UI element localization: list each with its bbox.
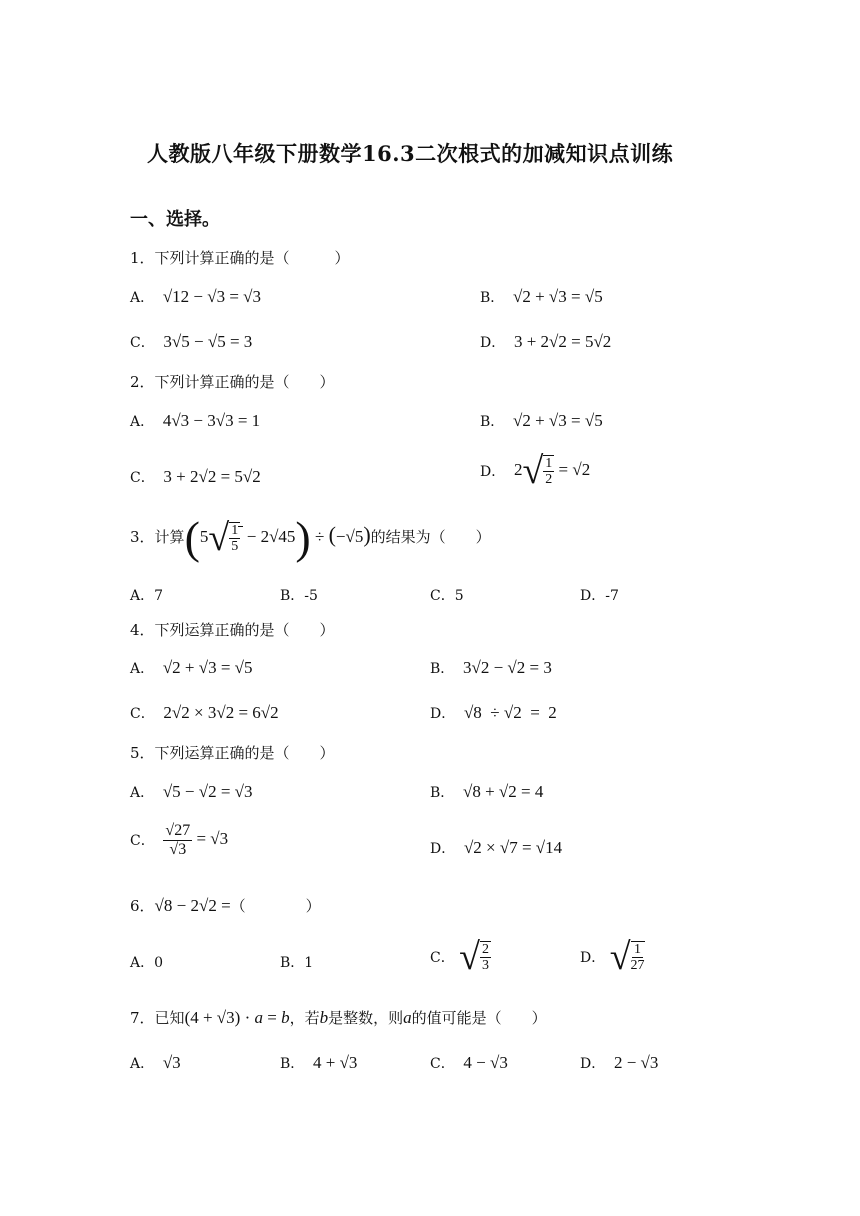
option-label: C．: [430, 588, 455, 604]
var-b: b: [319, 1008, 329, 1027]
q5-b-expr: √8 + √2 = 4: [458, 782, 544, 801]
q7-b-expr: 4 + √3: [308, 1053, 358, 1072]
q1-d-expr: 3 + 2√2 = 5√2: [509, 332, 612, 351]
q7-d-expr: 2 − √3: [609, 1053, 659, 1072]
q4-b-expr: 3√2 − √2 = 3: [458, 658, 552, 677]
option-label: D．: [480, 335, 506, 351]
q1-option-c[interactable]: [130, 332, 252, 352]
question-stem: 下列运算正确的是（ ）: [154, 744, 335, 762]
q3-option-a[interactable]: [130, 585, 163, 605]
question-stem: 计算: [154, 527, 185, 546]
question-number: 5．: [130, 744, 155, 762]
question-1: [130, 247, 350, 268]
question-number: 7．: [130, 1009, 155, 1027]
q5-option-a[interactable]: [130, 782, 253, 802]
option-label: C．: [430, 949, 455, 966]
q3-expression: (5√ $\frac{1}{5}$ − 2√45) ÷ (−√5): [184, 512, 371, 563]
q1-c-expr: 3√5 − √5 = 3: [159, 332, 253, 351]
option-label: A．: [130, 414, 155, 430]
question-5: [130, 742, 335, 763]
q2-option-c[interactable]: [130, 467, 261, 487]
q6-c-expr: √ $\frac{2}{3}$: [459, 936, 490, 978]
question-stem: 已知: [154, 1009, 185, 1027]
q5-d-expr: √2 × √7 = √14: [459, 838, 563, 857]
question-number: 3．: [130, 527, 155, 546]
option-label: A．: [130, 661, 155, 677]
option-label: D．: [430, 841, 456, 857]
q6-option-c[interactable]: [430, 938, 491, 976]
option-label: C．: [130, 470, 155, 486]
q6-option-b[interactable]: [280, 952, 313, 972]
option-text: -5: [304, 588, 318, 604]
question-stem-mid: ，若: [289, 1009, 320, 1027]
option-text: 1: [304, 955, 314, 971]
q2-option-a[interactable]: [130, 411, 260, 431]
question-stem-end: 的结果为（ ）: [370, 527, 491, 546]
q4-a-expr: √2 + √3 = √5: [158, 658, 253, 677]
question-stem: 下列运算正确的是（ ）: [154, 621, 335, 639]
q4-c-expr: 2√2 × 3√2 = 6√2: [159, 703, 279, 722]
option-label: B．: [480, 414, 505, 430]
q2-d-expr: 2√ $\frac{1}{2}$ = √2: [509, 450, 591, 492]
question-6: [130, 895, 321, 916]
question-number: 4．: [130, 621, 155, 639]
q5-c-expr: $\frac{√27}{√3}$ = √3: [165, 822, 229, 858]
option-label: D．: [580, 588, 606, 604]
option-label: C．: [130, 335, 155, 351]
option-label: B．: [430, 785, 455, 801]
page-title: 人教版八年级下册数学16.3二次根式的加减知识点训练: [147, 141, 674, 166]
question-stem-end: 的值可能是（ ）: [411, 1009, 547, 1027]
q4-option-a[interactable]: [130, 658, 253, 678]
q7-option-c[interactable]: [430, 1053, 508, 1073]
q3-option-b[interactable]: [280, 585, 318, 605]
q7-a-expr: √3: [158, 1053, 181, 1072]
option-label: C．: [130, 833, 155, 849]
q7-option-b[interactable]: [280, 1053, 357, 1073]
option-label: A．: [130, 1056, 155, 1072]
q7-option-a[interactable]: [130, 1053, 181, 1073]
q5-a-expr: √5 − √2 = √3: [158, 782, 253, 801]
question-stem: 下列计算正确的是（ ）: [154, 249, 350, 267]
q4-option-c[interactable]: [130, 703, 279, 723]
question-number: 6．: [130, 897, 155, 915]
option-label: C．: [130, 706, 155, 722]
option-text: 0: [154, 955, 164, 971]
q3-option-d[interactable]: [580, 585, 619, 605]
option-label: B．: [480, 290, 505, 306]
option-text: 7: [154, 588, 164, 604]
option-label: B．: [280, 1056, 305, 1072]
q4-option-d[interactable]: [430, 703, 557, 723]
question-7: [130, 1007, 547, 1028]
q1-option-b[interactable]: [480, 287, 603, 307]
question-number: 2．: [130, 373, 155, 391]
option-label: B．: [430, 661, 455, 677]
q4-d-expr: √8 ÷ √2 = 2: [459, 703, 557, 722]
q6-d-expr: √ $\frac{1}{27}$: [609, 936, 645, 978]
option-label: B．: [280, 588, 305, 604]
q1-a-expr: √12 − √3 = √3: [158, 287, 262, 306]
q5-option-b[interactable]: [430, 782, 543, 802]
option-label: D．: [430, 706, 456, 722]
q4-option-b[interactable]: [430, 658, 552, 678]
option-label: B．: [280, 955, 305, 971]
question-2: [130, 371, 335, 392]
q1-option-a[interactable]: [130, 287, 261, 307]
q7-expression: (4 + √3) · a = b: [184, 1008, 290, 1027]
option-label: D．: [580, 1056, 606, 1072]
q2-a-expr: 4√3 − 3√3 = 1: [158, 411, 261, 430]
q6-option-d[interactable]: [580, 938, 645, 976]
q1-option-d[interactable]: [480, 332, 611, 352]
section-heading: 一、选择。: [130, 209, 220, 230]
q2-b-expr: √2 + √3 = √5: [508, 411, 603, 430]
q6-option-a[interactable]: [130, 952, 163, 972]
option-label: A．: [130, 588, 155, 604]
question-stem: （ ）: [230, 897, 321, 915]
question-stem-mid: 是整数，则: [328, 1009, 404, 1027]
q7-option-d[interactable]: [580, 1053, 658, 1073]
option-label: A．: [130, 785, 155, 801]
option-label: C．: [430, 1056, 455, 1072]
option-label: D．: [480, 463, 506, 480]
q6-expression: √8 − 2√2 =: [154, 896, 231, 915]
q3-option-c[interactable]: [430, 585, 464, 605]
question-stem: 下列计算正确的是（ ）: [154, 373, 335, 391]
option-label: D．: [580, 949, 606, 966]
q5-option-d[interactable]: [430, 838, 562, 858]
question-4: [130, 619, 335, 640]
option-text: 5: [454, 588, 464, 604]
option-label: A．: [130, 955, 155, 971]
question-3: [130, 512, 491, 563]
q2-option-d[interactable]: [480, 452, 590, 490]
question-number: 1．: [130, 249, 155, 267]
q1-b-expr: √2 + √3 = √5: [508, 287, 603, 306]
q2-option-b[interactable]: [480, 411, 603, 431]
q5-option-c[interactable]: [130, 822, 228, 858]
option-text: -7: [605, 588, 619, 604]
option-label: A．: [130, 290, 155, 306]
q7-c-expr: 4 − √3: [459, 1053, 508, 1072]
q2-c-expr: 3 + 2√2 = 5√2: [159, 467, 261, 486]
var-a: a: [403, 1008, 412, 1027]
